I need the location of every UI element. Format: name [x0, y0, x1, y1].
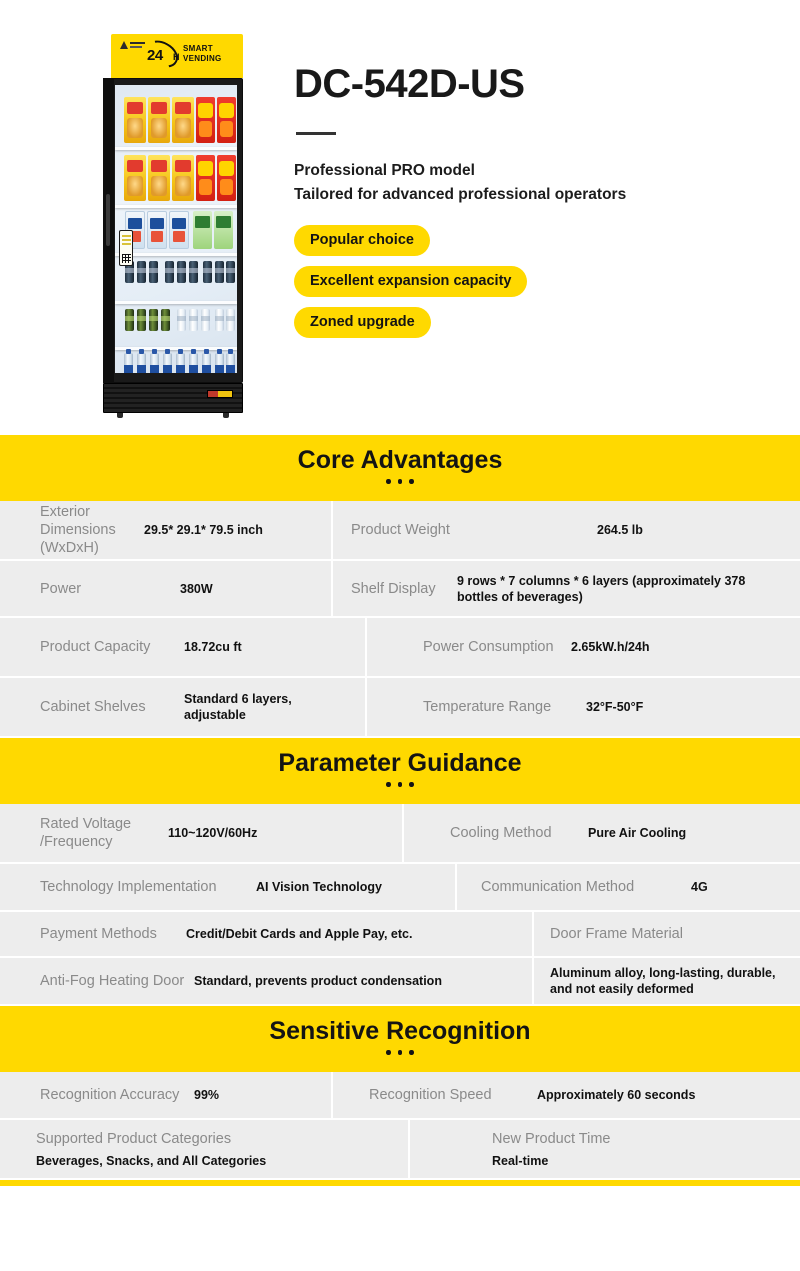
section-core-advantages: [0, 435, 800, 736]
table-row: [0, 561, 800, 616]
bottom-accent-strip: [0, 1180, 800, 1186]
section-parameter-guidance: [0, 738, 800, 1004]
row-value: 29.5* 29.1* 79.5 inch: [144, 523, 263, 537]
core-advantages-rows: [0, 501, 800, 736]
row-value: Standard 6 layers, adjustable: [184, 692, 292, 722]
sign-hour-label: H: [173, 52, 180, 62]
row-label: Power Consumption: [423, 639, 554, 655]
parameter-guidance-rows: [0, 804, 800, 1004]
sensitive-recognition-rows: [0, 1072, 800, 1178]
feature-badge-expansion-capacity: Excellent expansion capacity: [294, 266, 527, 297]
row-value: 9 rows * 7 columns * 6 layers (approximately 378 bottles of beverages): [457, 573, 746, 604]
row-label: Door Frame Material: [550, 926, 683, 942]
table-row: [0, 804, 800, 862]
row-value: Beverages, Snacks, and All Categories: [36, 1153, 267, 1168]
door-handle[interactable]: [106, 194, 110, 246]
section-header-parameter-guidance: [0, 738, 800, 804]
row-value: 380W: [180, 581, 213, 596]
hero-text-block: [294, 62, 774, 348]
base-label: [207, 390, 233, 398]
section-header-core-advantages: [0, 435, 800, 501]
feature-badge-list: [294, 225, 774, 348]
row-value: 99%: [194, 1088, 220, 1102]
machine-base-louvers: [103, 383, 243, 413]
row-label: Supported Product Categories: [36, 1130, 232, 1147]
row-label: Recognition Speed: [369, 1087, 492, 1103]
row-value: 264.5 lb: [597, 523, 643, 537]
row-label: New Product Time: [492, 1130, 611, 1147]
section-title: Core Advantages: [297, 446, 503, 474]
table-row: [0, 912, 800, 956]
table-row: [0, 501, 800, 559]
section-title: Sensitive Recognition: [269, 1017, 531, 1045]
subtitle-line-2: Tailored for advanced professional operators: [294, 185, 627, 203]
row-label: Anti-Fog Heating Door: [40, 973, 185, 989]
row-label: Product Capacity: [40, 639, 151, 655]
hero-section: [0, 0, 800, 435]
brand-logo-icon: [120, 40, 146, 51]
section-header-sensitive-recognition: [0, 1006, 800, 1072]
machine-header-sign: [111, 34, 243, 78]
row-label: Rated Voltage /Frequency: [40, 816, 132, 850]
row-value: 18.72cu ft: [184, 640, 242, 654]
table-row: [0, 958, 800, 1004]
sign-number: 24: [147, 47, 163, 64]
row-value: AI Vision Technology: [256, 880, 382, 894]
row-label: Power: [40, 580, 82, 597]
sign-smart-text: SMART: [183, 44, 213, 53]
section-sensitive-recognition: [0, 1006, 800, 1178]
qr-code-icon: [122, 254, 131, 263]
glass-door: [115, 85, 237, 373]
row-value: Real-time: [492, 1153, 549, 1168]
row-value: Approximately 60 seconds: [537, 1088, 696, 1102]
table-row: [0, 678, 800, 736]
row-label: Exterior Dimensions (WxDxH): [40, 504, 116, 556]
row-label: Technology Implementation: [40, 879, 217, 895]
subtitle-line-1: Professional PRO model: [294, 161, 475, 179]
row-label: Product Weight: [351, 522, 450, 538]
row-value: Pure Air Cooling: [588, 826, 687, 840]
three-dots-icon: [386, 1050, 414, 1055]
three-dots-icon: [386, 479, 414, 484]
row-value: 2.65kW.h/24h: [571, 640, 650, 654]
row-label: Recognition Accuracy: [40, 1087, 180, 1103]
row-label: Temperature Range: [423, 699, 552, 715]
row-value: 4G: [691, 880, 708, 894]
table-row: [0, 1120, 800, 1178]
table-row: [0, 1072, 800, 1118]
three-dots-icon: [386, 782, 414, 787]
table-row: [0, 618, 800, 676]
row-value: 110~120V/60Hz: [168, 826, 258, 840]
row-label: Cabinet Shelves: [40, 699, 146, 715]
section-title: Parameter Guidance: [278, 749, 522, 777]
row-label: Shelf Display: [351, 580, 436, 597]
row-label: Cooling Method: [450, 825, 552, 841]
row-value: Aluminum alloy, long-lasting, durable, and not easily deformed: [550, 966, 776, 996]
row-label: Communication Method: [481, 879, 635, 895]
table-row: [0, 864, 800, 910]
sign-vending-text: VENDING: [183, 54, 222, 63]
feature-badge-popular-choice: Popular choice: [294, 225, 430, 256]
page-title: DC-542D-US: [294, 62, 525, 106]
sign-smart-vending-label: [183, 44, 222, 64]
vending-machine-image: [103, 34, 243, 418]
row-value: 32°F-50°F: [586, 700, 644, 714]
row-label: Payment Methods: [40, 926, 157, 942]
title-divider: [296, 132, 336, 135]
row-value: Standard, prevents product condensation: [194, 974, 442, 988]
row-value: Credit/Debit Cards and Apple Pay, etc.: [186, 927, 413, 941]
feature-badge-zoned-upgrade: Zoned upgrade: [294, 307, 431, 338]
payment-terminal-screen[interactable]: [119, 230, 133, 266]
